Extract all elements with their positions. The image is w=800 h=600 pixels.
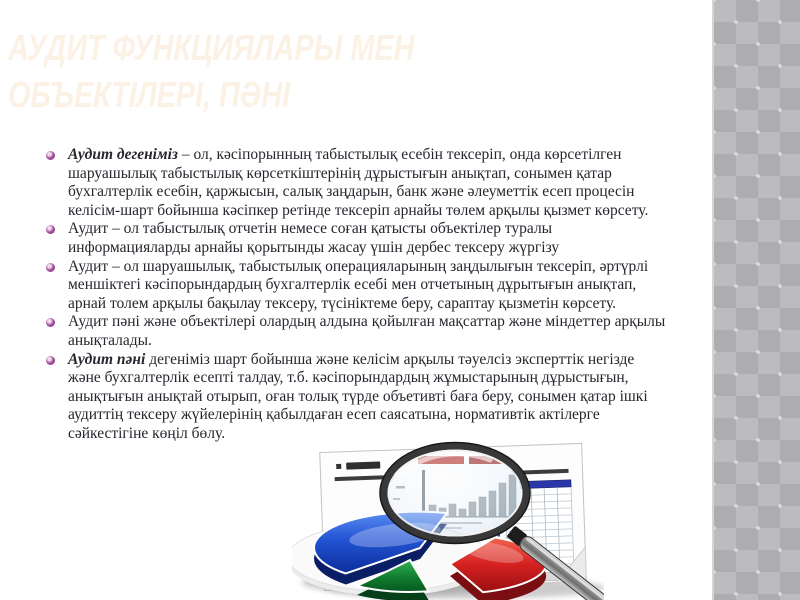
slide-title-line-1: АУДИТ ФУНКЦИЯЛАРЫ МЕН [8,27,415,68]
bullet-marker-icon [46,225,55,234]
bullet-text: Аудит – ол табыстылық отчетін немесе соған қатысты объектілер туралы информацияларды арнайы қорытынды жасау үшін дербес тексеру жүргізу [68,220,560,256]
bullet-text: Аудит дегеніміз – ол, кәсіпорынның табыстылық есебін тексеріп, онда көрсетілген шаруашылық табыстылық көрсеткіштерінің дұрыстығын анықтап, сонымен қатар бухгалтерлік есебін, қаржысын, салық заңдарын, банк және әлеуметтік есеп процесін келісім-шарт бойынша кәсіпкер ретінде тексеріп арнайы төлем арқылы қызмет көрсету. [68,146,649,219]
audit-illustration-svg [292,440,604,600]
bullet-text: Аудит – ол шаруашылық, табыстылық операцияларының заңдылығын тексеріп, әртүрлі меншіктегі кәсіпорындардың бухгалтерлік есебі мен отчетының дұрытығын анықтап, арнай толем арқылы бақылау тексеру, түсініктеме беру, сараптау қызметін көрсету. [68,257,649,312]
bullet-list [44,146,668,444]
decorative-diamond-band [712,0,800,600]
bullet-lead: Аудит пәні [68,350,146,368]
bullet-item [44,258,668,314]
bullet-item [44,146,668,220]
bullet-marker-icon [46,356,55,365]
bullet-lead: Аудит дегеніміз [68,146,178,163]
bullet-item [44,351,668,444]
audit-illustration [292,440,604,600]
slide-title-line-2: ОБЪЕКТІЛЕРІ, ПӘНІ [8,74,291,115]
bullet-item [44,313,668,350]
bullet-marker-icon [46,318,55,327]
slide-title [8,24,414,118]
bullet-marker-icon [46,263,55,272]
bullet-text: Аудит пәні дегеніміз шарт бойынша және келісім арқылы тәуелсіз эксперттік негізде және бухгалтерлік есепті талдау, т.б. кәсіпорындардың жұмыстарының дұрыстығын, анықтығын анықтай отырып, оған толық түрде объетивті баға беру, сонымен қатар ішкі аудиттің тексеру жүйелерінің қабылдаған есеп саясатына, нормативтік актілерге сәйкестігіне көңіл бөлу. [68,350,648,442]
bullet-text: Аудит пәні және объектілері олардың алдына қойылған мақсаттар және міндеттер арқылы анықталады. [68,313,666,349]
bullet-item [44,220,668,257]
bullet-marker-icon [46,151,55,160]
